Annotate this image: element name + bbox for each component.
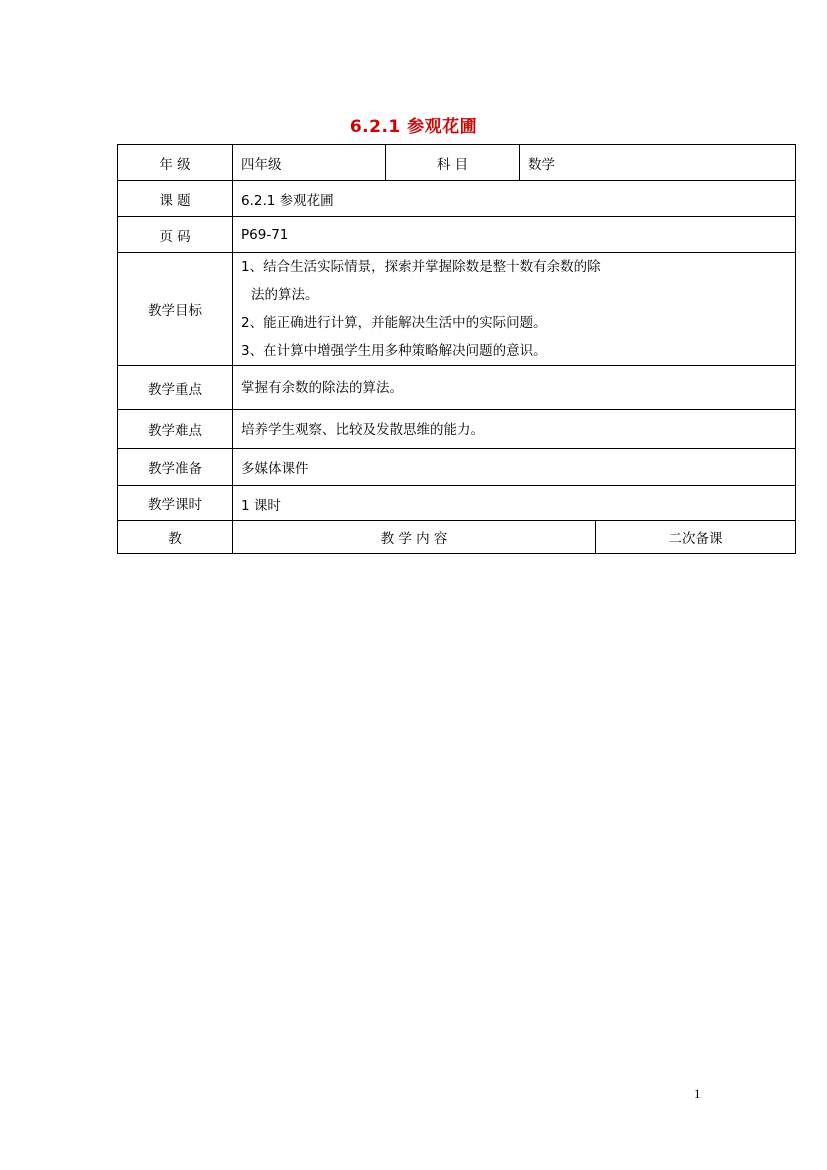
- preparation-label: 教学准备: [118, 449, 233, 486]
- pages-label: 页 码: [118, 217, 233, 253]
- grade-value: 四年级: [233, 145, 386, 181]
- pages-row: [118, 217, 796, 253]
- hours-row: [118, 486, 796, 521]
- objectives-list: [233, 253, 796, 366]
- key-points-row: [118, 366, 796, 410]
- grade-label: 年 级: [118, 145, 233, 181]
- key-points-value: 掌握有余数的除法的算法。: [233, 366, 796, 410]
- difficulties-label: 教学难点: [118, 410, 233, 449]
- preparation-value: 多媒体课件: [233, 449, 796, 486]
- hours-value: 1 课时: [233, 486, 796, 521]
- lesson-plan-table: [117, 144, 796, 554]
- document-title: 6.2.1 参观花圃: [349, 117, 478, 137]
- objective-item: 1、结合生活实际情景，探索并掌握除数是整十数有余数的除: [241, 259, 601, 275]
- objective-item: 法的算法。: [251, 287, 319, 303]
- pages-value: P69-71: [233, 217, 796, 253]
- preparation-row: [118, 449, 796, 486]
- topic-value: 6.2.1 参观花圃: [233, 181, 796, 217]
- subject-label: 科 目: [386, 145, 520, 181]
- content-header-row: [118, 521, 796, 554]
- objective-item: 2、能正确进行计算，并能解决生活中的实际问题。: [241, 315, 547, 331]
- objectives-label: 教学目标: [118, 253, 233, 366]
- objectives-row: [118, 253, 796, 366]
- topic-label: 课 题: [118, 181, 233, 217]
- hours-label: 教学课时: [118, 486, 233, 521]
- topic-row: [118, 181, 796, 217]
- objective-item: 3、在计算中增强学生用多种策略解决问题的意识。: [241, 343, 547, 359]
- teaching-column-header: 教: [118, 521, 233, 554]
- difficulties-row: [118, 410, 796, 449]
- page-number: 1: [694, 1086, 701, 1101]
- key-points-label: 教学重点: [118, 366, 233, 410]
- difficulties-value: 培养学生观察、比较及发散思维的能力。: [233, 410, 796, 449]
- revision-column-header: 二次备课: [596, 521, 796, 554]
- content-column-header: 教 学 内 容: [233, 521, 596, 554]
- grade-row: [118, 145, 796, 181]
- subject-value: 数学: [520, 145, 796, 181]
